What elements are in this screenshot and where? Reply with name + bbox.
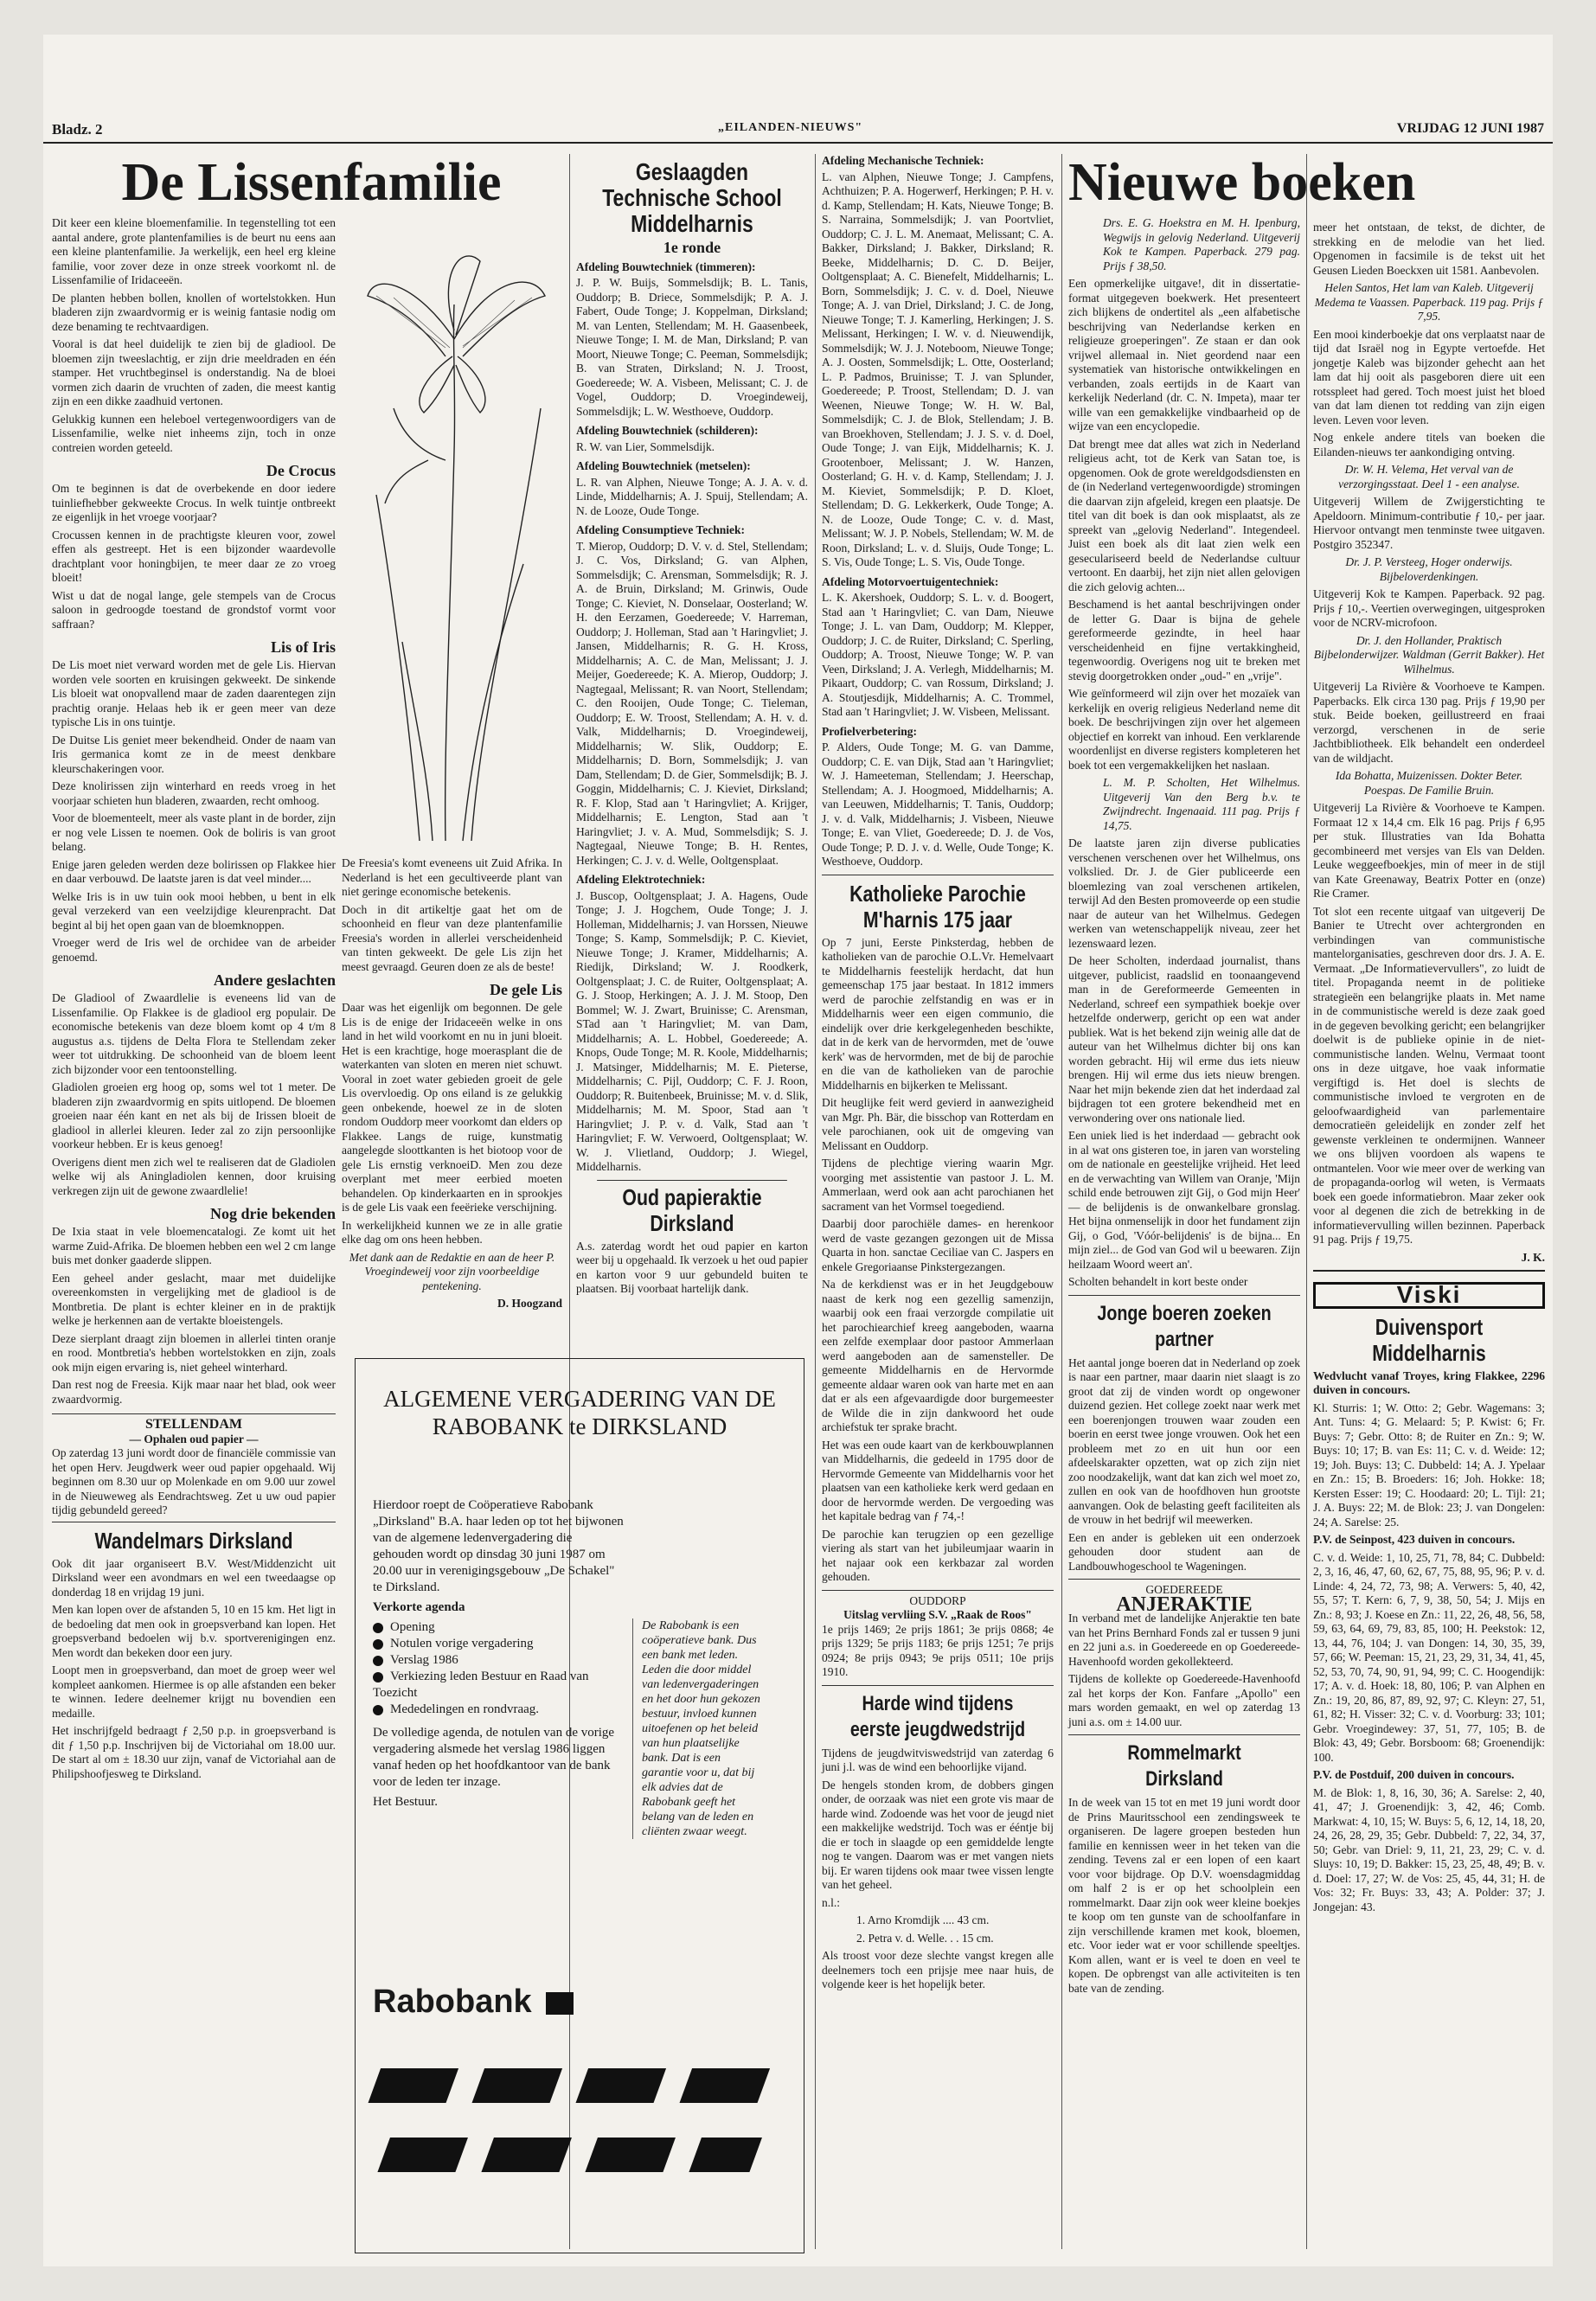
paragraph: P. Alders, Oude Tonge; M. G. van Damme, Ouddorp; C. E. van Dijk, Stad aan 't Haringvliet; W. J. Hameeteman, Stellendam; J. Heerschap, Stellendam; A. J. Hoogmoed, Middelharnis; A. van Leeuwen, Middelharnis; T. Tanis, Ouddorp; J. v. d. Valk, Middelharnis; J. Visbeen, Nieuwe Tonge; E. van Vliet, Goedereede; D. J. de Vos, Oude Tonge; P. D. J. v. d. Welle, Oude Tonge; K. Westhoeve, Ouddorp. [822,740,1054,868]
wind-article [822,1685,1054,1992]
paragraph: Loopt men in groepsverband, dan moet de groep weer wel kompleet aankomen. Hiermee is op alle afstanden een beker te winnen. Iedere deelnemer krijgt nu bovendien een medaille. [52,1663,336,1720]
rabobank-chairs-graphic [373,2042,788,2224]
subheading: Afdeling Bouwtechniek (metselen): [576,459,751,472]
paragraph: In verband met de landelijke Anjeraktie ten bate van het Prins Bernhard Fonds zal er tussen 9 juni en 22 juni a.s. in Goedereede en op Goedereede-Havenhoofd worden gekollekteerd. [1068,1612,1300,1668]
book-citation: L. M. P. Scholten, Het Wilhelmus. Uitgeverij Van den Berg b.v. te Zwijndrecht. Ingenaaid. 111 pag. Prijs ƒ 14,75. [1103,776,1300,832]
subheading: De Crocus [266,462,336,479]
subheading: P.V. de Postduif, 200 duiven in concours. [1313,1768,1515,1781]
paragraph: Een uniek lied is het inderdaad — gebracht ook in al wat ons gisteren toe, in jaren van worsteling om de nationale en geestelijke vrijheid. Het leed en de verwachting van Willem van Oranje, 'Mijn schild ende betrouwen zijt Gij, o God mijn Heer' — de belijdenis is de onwankelbare gronslag. Het bijna onmenselijk in door het fundament zijn Gij, o God, 'Vóór-belijdenis' is de bijna... En mijn ziel... de God van God wil u beewaren. Zijn heilzaam Woord weert an'. [1068,1129,1300,1271]
paragraph: L. van Alphen, Nieuwe Tonge; J. Campfens, Achthuizen; P. A. Hogerwerf, Herkingen; P. H. v. d. Kamp, Stellendam; H. Kats, Nieuwe Tonge; B. S. Narraina, Sommelsdijk; J. van Poortvliet, Ouddorp; C. J. L. M. Anemaat, Melissant; C. A. Bakker, Dirksland; J. Bakker, Dirksland; R. Beeke, Middelharnis; D. C. D. Beijer, Ooltgensplaat; A. C. Bienefelt, Middelharnis; L. Born, Sommelsdijk; J. C. v. d. Doel, Nieuwe Tonge; A. J. van Driel, Dirksland; J. C. de Jong, Nieuwe Tonge; T. J. Kamerling, Herkingen; J. S. Melissant, Herkingen; I. W. v. d. Nieuwendijk, Sommelsdijk; W. J. J. Noteboom, Nieuwe Tonge; A. J. Oosten, Sommelsdijk; L. Otte, Oosterland; L. P. Padmos, Bruinisse; T. J. van Splunder, Goedereede; P. Troost, Stellendam; D. J. van Weenen, Nieuwe Tonge; W. H. W. Bal, Sommelsdijk; C. J. de Blok, Stellendam; J. B. van Broekhoven, Stellendam; J. J. S. v. d. Doel, Oude Tonge; J. van Eijk, Middelharnis; K. J. Grootenboer, Melissant; J. W. Hanzen, Oosterland; G. H. v. d. Kamp, Stellendam; J. J. M. Kieviet, Sommelsdijk; P. D. Kloet, Stellendam; D. G. Lekkerkerk, Oude Tonge; A. N. de Looze, Oude Tonge; C. v. d. Mast, Melissant; W. J. P. Nobels, Stellendam; W. M. de Roon, Dirksland; L. v. d. Sluijs, Oude Tonge; L. S. Vis, Oude Tonge; L. S. Vis, Oude Tonge. [822,170,1054,568]
paragraph: Na de kerkdienst was er in het Jeugdgebouw naast de kerk nog een gezellig samenzijn, waarbij ook een fraai verzorgde compilatie uit het parochiearchief kreeg aangeboden, waarna een zelfde exemplaar door pastoor Ammerlaan werd aangeboden aan de samensteller. De gemeente Middelharnis en de Hervormde gemeente aldaar waren ook van harte met en aan dat er als een afgevaardigde door burgemeester de Wilde die in zijn dankwoord het oude archiefstuk ter sprake bracht. [822,1278,1054,1433]
paragraph: Gladiolen groeien erg hoog op, soms wel tot 1 meter. De bladeren zijn zwaardvormig en spits uitlopend. De bloemen groeien naar één kant en net als bij de Irissen bloeit de gladiool in allerlei kleuren. Ieder zal zo zijn persoonlijke voorkeur hebben. Er is keus genoeg! [52,1080,336,1150]
article-title: Oud papieraktie Dirksland [597,1180,787,1236]
subheading: Wedvlucht vanaf Troyes, kring Flakkee, 2296 duiven in concours. [1313,1368,1545,1396]
article-title: Geslaagden Technische School Middelharnis [602,158,782,237]
notice-place: STELLENDAM [144,1417,243,1432]
bullet-icon [373,1623,383,1633]
paragraph: A.s. zaterdag wordt het oud papier en karton weer bij u opgehaald. Ik verzoek u het oud papier en karton voor 9 uur gebundeld buiten te plaatsen. Bij voorbaat hartelijk dank. [576,1239,808,1295]
subheading: Profielverbetering: [822,724,917,738]
agenda-item: Verkiezing leden Bestuur en Raad van Toezicht [373,1670,589,1700]
notice-place: OUDDORP [909,1593,966,1607]
agenda-item: Notulen vorige vergadering [373,1636,624,1652]
paragraph: Overigens dient men zich wel te realiseren dat de Gladiolen welke wij als Aningladiolen kennen, door kruising verkregen zijn uit de gewone zwaardlelie! [52,1155,336,1197]
paragraph: Het aantal jonge boeren dat in Nederland op zoek is naar een partner, maar daarin niet slaagt is zo groot dat zij de vinden wordt op ongewoner duizend gezien. Het college zoekt naar werk met een boerenjongen trouwen waar zouden een boerin en eerst twee jonge vrouwen. Ook het een probleem met zo en uit hun oor een afdeelskarakter opzetten, wat op zich zijn niet zoo noodzakelijk, want dat kan zich wel moet zo, zullen en ook van de hoofdhoven hun grootste aanvangen. Ook de belasting geeft faciliteiten als de vrouw in het bedrijf wil meewerken. [1068,1356,1300,1526]
anjeraktie-article [1068,1579,1300,1729]
paragraph: L. K. Akershoek, Ouddorp; S. L. v. d. Boogert, Stad aan 't Haringvliet; C. van Dam, Nieuwe Tonge; J. L. van Dam, Ouddorp; M. Klepper, Ouddorp; J. C. de Ruiter, Dirksland; C. Sperling, Ouddorp; A. Troost, Nieuwe Tonge; W. P. van Veen, Dirksland; J. A. Verlegh, Middelharnis; M. Pikaart, Ouddorp; C. van Rossum, Dirksland; J. A. Stoutjesdijk, Middelharnis; A. C. Trommel, Stad aan 't Haringvliet; J. W. Visbeen, Melissant. [822,591,1054,718]
paragraph: Tot slot een recente uitgaaf van uitgeverij De Banier te Utrecht over achtergronden en verbindingen van communistische mantelorganisaties, geschreven door drs. J. A. E. Vermaat. „De Informatievervullers", zo luidt de titel. Propaganda neemt in de politieke strategieën een belangrijke plaats in. Met name in de communistische wereld is deze zaak goed in de gegeven bevolking gericht; een belangrijker doelwit is de publieke opinie in de niet-communistische landen. Welnu, Vermaat toont ons in deze uitgave, hoe vaak informatie vergiftigd is. Het doel is slechts de communistische invloed te vergroten en de geloofwaardigheid van parlementaire democratieën geleidelijk en zonder zelf het gewenste verkleinen te ondermijnen. Wanneer we ons blijven voordoen als wapens te ontmantelen. Voor wie meer over de werking van de propaganda-oorlog wil weten, is Vermaats boek een goede informatiebron. Maar zeker ook voor al degenen die zich de betrekking in de informatievervulling willen bezinnen. Paperback 91 pag. Prijs ƒ 19,75. [1313,904,1545,1246]
subheading: Afdeling Mechanische Techniek: [822,154,984,167]
paragraph: Uitgeverij La Rivière & Voorhoeve te Kampen. Paperbacks. Elk circa 130 pag. Prijs ƒ 19,90 per stuk. Beide boeken, geillustreerd en fraai verzorgd, verschenen in de serie Jachtbibliotheek. Elk behandelt een onderdeel van de wildjacht. [1313,680,1545,765]
paragraph: Wist u dat de nogal lange, gele stempels van de Crocus saloon in gedroogde toestand de grondstof vormt voor saffraan? [52,588,336,631]
rabobank-logo: Rabobank [373,1984,598,2021]
article-title: Katholieke Parochie M'harnis 175 jaar [849,880,1026,933]
subheading: Afdeling Bouwtechniek (timmeren): [576,260,756,273]
rommelmarkt-article [1068,1734,1300,1996]
paragraph: Dit heuglijke feit werd gevierd in aanwezigheid van Mgr. Ph. Bär, die bisschop van Rotterdam en vele parochianen, ook uit de omgeving van Melissant en Ouddorp. [822,1096,1054,1152]
paragraph: Ook dit jaar organiseert B.V. West/Middenzicht uit Dirksland weer een avondmars en wel een tweedaagse op donderdag 18 en vrijdag 19 juni. [52,1556,336,1599]
article-title: De Lissenfamilie [121,153,502,212]
paragraph: De Duitse Lis geniet meer bekendheid. Onder de naam van Iris germanica komt ze in de meest denkbare kleurschakeringen voor. [52,733,336,775]
column-rule [1306,154,1307,2249]
author: D. Hoogzand [497,1297,562,1310]
subheading: Lis of Iris [270,638,336,656]
paragraph: R. W. van Lier, Sommelsdijk. [576,439,715,453]
duivensport-article [1313,1270,1545,1914]
subheading: Afdeling Consumptieve Techniek: [576,523,746,536]
issue-date: VRIJDAG 12 JUNI 1987 [1396,121,1544,136]
paragraph: C. v. d. Weide: 1, 10, 25, 71, 78, 84; C. Dubbeld: 2, 3, 16, 46, 47, 60, 62, 67, 75, 88, 95, 96; P. v. d. Linde: 4, 24, 72, 73, 98; A. Verwers: 5, 40, 42, 55, 57; T. Kern: 6, 7, 9, 38, 50, 54; J. Mijs en Zn.: 8, 93; J. Koese en Zn.: 11, 22, 26, 48, 56, 58, 59, 63, 64, 69, 79, 83, 85, 100; H. Peekstok: 12, 13, 44, 76, 104; J. van Dongen: 14, 30, 35, 39, 57, 66; W. Peeman: 15, 21, 23, 29, 31, 34, 41, 45, 52, 53, 70, 74, 90, 91, 94, 99; C. C. Hoogendijk: 17; A. v. d. Hoek: 18, 80, 106; P. van Alphen en Zn.: 19, 20, 86, 87, 89, 92, 97; C. Kleyn: 27, 51, 61, 82; H. Visser: 32; C. v. d. Voorburg: 33; 101; Gebr. Vroegindewey: 37, 51, 77, 105; B. de Blok: 43, 49; Gebr. Borsboom: 68; Groenendijk: 100. [1313,1550,1545,1764]
agenda-item: Opening [373,1619,624,1636]
agenda-item: Verslag 1986 [373,1652,624,1669]
paragraph: Dit keer een kleine bloemenfamilie. In tegenstelling tot een aantal andere, grote plantenfamilies is de beurt nu eens aan een kleine plantenfamilie. Ja werkelijk, een heel erg kleine familie, voor zover deze in onze streek voorkomt nl. de Lissenfamilie of Iridaceeën. [52,216,336,286]
paragraph: meer het ontstaan, de tekst, de dichter, de strekking en de melodie van het lied. Opgenomen in facsimile is de tekst uit het Geusen Lieden Boeckxen uit 1581. Aanbevolen. [1313,221,1545,277]
book-citation: Helen Santos, Het lam van Kaleb. Uitgeverij Medema te Vaassen. Paperback. 119 pag. Prijs ƒ 7,95. [1314,281,1544,323]
ouddorp-notice [822,1590,1054,1680]
paragraph: Tijdens de kollekte op Goedereede-Havenhoofd zal het korps der Kon. Fanfare „Apollo" een mars worden gemaakt, en wel op zaterdag 13 juni a.s. om ± 14.00 uur. [1068,1672,1300,1728]
subheading: Afdeling Elektrotechniek: [576,873,706,886]
book-citation: Ida Bohatta, Muizenissen. Dokter Beter. Poespas. De Familie Bruin. [1335,769,1523,797]
article-title: Wandelmars Dirksland [94,1527,293,1554]
ad-side-text: De Rabobank is een coöperatieve bank. Dus een bank met leden. Leden die door middel van ledenvergaderingen en het door hun gekozen bestuur, invloed kunnen uitoefenen op het beleid van hun plaatselijke bank. Dat is een garantie voor u, dat bij elk advies dat de Rabobank geeft het belang van de leden en cliënten zwaar weegt. [632,1618,763,1839]
paragraph: Uitgeverij Willem de Zwijgerstichting te Apeldoorn. Minimum-contributie ƒ 10,- per jaar. Hiervoor ontvangt men tenminste twee uitgaven. Postgiro 352347. [1313,495,1545,551]
paragraph: Hierdoor roept de Coöperatieve Rabobank „Dirksland" B.A. haar leden op tot het bijwonen van de algemene ledenvergadering die gehouden wordt op dinsdag 30 juni 1987 om 20.00 uur in verenigingsgebouw „De Schakel" te Dirksland. [373,1498,624,1594]
chairs-icon [373,2042,788,2224]
subheading: Andere geslachten [213,971,336,989]
column-rule [1061,154,1062,2249]
paragraph: Crocussen kennen in de prachtigste kleuren voor, zowel effen als gestreept. Het is een bijzonder waardevolle drachtplant voor honingbijen, te meer daar ze zo vroeg bloeit! [52,528,336,584]
result-row: 1. Arno Kromdijk .... 43 cm. [856,1913,990,1926]
paragraph: Kl. Sturris: 1; W. Otto: 2; Gebr. Wagemans: 3; Ant. Tuns: 4; G. Melaard: 5; P. Kwist: 6; Fr. Buys: 7; Gebr. Otto: 8; de Ruiter en Zn.: 9; W. Buys: 10; 17; B. van Es: 11; C. v. d. Weide: 12; 19; Joh. Buys: 13; C. Dubbeld: 14; A. J. Ypelaar en Zn.: 15; B. Broeders: 16; Joh. Hokke: 18; Kersten Esser: 19; C. Hoodaard: 20; L. Tijl: 21; J. A. Buys: 22; M. de Blok: 23; J. van Dongelen: 24; A. Sarelse: 25. [1313,1400,1545,1529]
paragraph: De hengels stonden krom, de dobbers gingen onder, de oorzaak was niet een grote vis maar de harde wind. Zodoende was het voor de jeugd niet een makkelijke wedstrijd. Toch was er ééntje bij die er toch in slaagde op een gemiddelde lengte nog te vangen. Daarom was er met vangen niets bij. Er waren tijdens ook maar twee vissen lengte van het geheel. [822,1778,1054,1891]
book-citation: Drs. E. G. Hoekstra en M. H. Ipenburg, Wegwijs in gelovig Nederland. Uitgeverij Kok te Kampen. Paperback. 279 pag. Prijs ƒ 38,50. [1103,216,1300,272]
paragraph: Een en ander is gebleken uit een onderzoek gehouden door student aan de Landbouwhogeschool te Wageningen. [1068,1530,1300,1573]
article-title: Duivensport Middelharnis [1372,1313,1486,1366]
paragraph: 1e prijs 1469; 2e prijs 1861; 3e prijs 0868; 4e prijs 1329; 5e prijs 1183; 6e prijs 1251; 7e prijs 0924; 8e prijs 0943; 9e prijs 0511; 10e prijs 1910. [822,1622,1054,1678]
ad-title: ALGEMENE VERGADERING VAN DE RABOBANK te DIRKSLAND [383,1386,776,1439]
author: J. K. [1521,1250,1545,1264]
result-row: 2. Petra v. d. Welle. . . 15 cm. [856,1931,994,1945]
paragraph: Het was een oude kaart van de kerkbouwplannen van Middelharnis, die gedeeld in 1795 door de Hervormde Gemeente van Middelharnis voor het plaatsen van een katholieke kerk werd gedaan en door de hervormde werden. De vergoeding was het kapitale bedrag van ƒ 74,-! [822,1438,1054,1522]
paragraph: Dan rest nog de Freesia. Kijk maar naar het blad, ook weer zwaardvormig. [52,1378,336,1406]
paragraph: Uitgeverij La Rivière & Voorhoeve te Kampen. Formaat 12 x 14,4 cm. Elk 16 pag. Prijs ƒ 6,95 per stuk. Illustraties van Ida Bohatta gecombineerd met versjes van Els van Delden. Leuke weggeefboekjes, min of meer in de stijl van Kate Greenaway, Beatrix Potter en (onze) Rie Cramer. [1313,801,1545,900]
paragraph: De planten hebben bollen, knollen of wortelstokken. Hun bladeren zijn zwaardvormig er is weinig fantasie nodig om deze benaming te rechtvaardigen. [52,291,336,333]
paragraph: Deze sierplant draagt zijn bloemen in allerlei tinten oranje en rood. Montbretia's hebben wortelstokken en zijn, zoals ook mijn eigen ervaring is, niet geheel winterhard. [52,1331,336,1374]
book-citation: Dr. W. H. Velema, Het verval van de verzorgingsstaat. Deel 1 - een analyse. [1338,463,1520,490]
paragraph: Welke Iris is in uw tuin ook mooi hebben, u bent in elk geval verzekerd van een veelzijdige kleurenpracht. Dat begint al bij het open gaan van de bloemknoppen. [52,889,336,932]
paragraph: Om te beginnen is dat de overbekende en door iedere tuinliefhebber gekweekte Crocus. In welk tuintje ontbreekt ze eigenlijk in het vroege voorjaar? [52,482,336,523]
paragraph: De Lis moet niet verward worden met de gele Lis. Hiervan worden vele soorten en kruisingen gekweekt. De sinkende Lis bloeit wat onopvallend maar de zaden daarentegen zijn prachtig oranje. Helaas heb ik er geen meer van deze typische Lis in ons tuintje. [52,658,336,728]
subheading: Afdeling Bouwtechniek (schilderen): [576,424,759,437]
agenda-title: Verkorte agenda [373,1600,465,1614]
paragraph: Een opmerkelijke uitgave!, dit in dissertatie-format uitgegeven boekwerk. Het presenteert zich blijkens de ondertitel als „een alfabetische beschrijving van Nederlandse kerken en religieuze groeperingen". Ze staan er dan ook vrijwel allemaal in. Niet geordend naar een systematiek van historische ontwikkelingen en verbanden, zoals eertijds in de Kaart van kerkelijk Nederland (dr. C. N. Impeta), maar ter wille van een gemakkelijke vindbaarheid op de wijze van een encyclopedie. [1068,277,1300,433]
paragraph: De heer Scholten, inderdaad journalist, thans uitgever, publicist, raadslid en toonaangevend man in de Gereformeerde Gemeenten in Nederland, schreef een sympathiek boekje over hetzelfde onderwerp, gericht op een wat ander publiek. Wat is het bekend zijn weinig alle dat de auteur van het Wilhelmus dichter bij ons kan worden gebracht. Hij wil erme dus iets nieuw brengen. Hij wil erme dus iets nieuw brengen. Naar het mijn bekende zien dat het inderdaad zal bijdragen tot een grotere bekendheid met en verwondering over ons nationale lied. [1068,954,1300,1125]
paragraph: De Gladiool of Zwaardlelie is eveneens lid van de Lissenfamilie. Op Flakkee is de gladiool erg populair. De economische betekenis van deze bloem komt op 4 t/m 8 augustus a.s. tijdens de Delta Flora te Stellendam zeker weer tot uitdrukking. De schoonheid van de bloem leent zich bijzonder voor een tentoonstelling. [52,991,336,1076]
notice-place: GOEDEREEDE [1145,1583,1223,1596]
iris-drawing [342,235,562,849]
wandelmars-article [52,1522,336,1782]
paragraph: Nog enkele andere titels van boeken die Eilanden-nieuws ter aankondiging ontving. [1313,431,1545,458]
viski-logo: Viski [1313,1282,1545,1309]
results-label: n.l.: [822,1895,841,1909]
paragraph: Op 7 juni, Eerste Pinksterdag, hebben de katholieken van de parochie O.L.Vr. Hemelvaart te Middelharnis feestelijk herdacht, dat hun gemeenschap 175 jaar bestaat. In 1812 immers werd de parochie zelfstandig en was er in Middelharnis weer een eigen communio, die eindelijk over drie kerkgelegenheden beschikte, dat in de kerk van de hervormden, met de 'ouwe kerk' was de hervormden, met de bij de parochie en die van de katholieken van de parochie Middelharnis en bijkerken te Melissant. [822,935,1054,1092]
paragraph: Beschamend is het aantal beschrijvingen onder de letter G. Daar is bijna de gehele gereformeerde gezindte, in heel haar verscheidenheid en fijne vertakkingheid, tegenwoordig. Overigens nog uit te breken met stevig doorgetrokken onder „oud-" en „vrije". [1068,598,1300,683]
paragraph: Uitgeverij Kok te Kampen. Paperback. 92 pag. Prijs ƒ 10,-. Veertien overwegingen, uitgesproken voor de NCRV-microfoon. [1313,587,1545,629]
paragraph: Tijdens de jeugdwitviswedstrijd van zaterdag 6 juni j.l. was de wind een behoorlijke vijand. [822,1746,1054,1773]
signature: Het Bestuur. [373,1795,438,1809]
paragraph: Vooral is dat heel duidelijk te zien bij de gladiool. De bloemen zijn tweeslachtig, er zijn drie meeldraden en één stamper. Het vruchtbeginsel is onderstandig. Na de bloei vormen zich daarin de vruchten of zaden, die meest kantig zijn en een dikke zaadhuid vertonen. [52,337,336,407]
paragraph: T. Mierop, Ouddorp; D. V. v. d. Stel, Stellendam; J. C. Vos, Dirksland; G. van Alphen, Sommelsdijk; C. Arensman, Sommelsdijk; R. J. A. de Bruin, Dirksland; M. Grinwis, Oude Tonge; C. Kieviet, N. Donselaar, Oosterland; W. H. den Eerzamen, Goedereede; V. Harreman, Ouddorp; J. Holleman, Stad aan 't Haringvliet; J. Jansen, Middelharnis; R. G. H. Kross, Middelharnis; A. C. de Man, Melissant; J. J. Meijer, Goedereede; K. A. Mierop, Ouddorp; J. Nagtegaal, Melissant; R. van Noort, Stellendam; C. den Rooijen, Oude Tonge; C. Tieleman, Ouddorp; E. W. Troost, Stellendam; A. H. v. d. Valk, Middelharnis; D. Vroegindeweij, Middelharnis; W. Slik, Ouddorp; E. Middelharnis; D. Born, Sommelsdijk; J. van Dam, Stellendam; D. de Gier, Sommelsdijk; B. J. Goggin, Middelharnis; C. J. Kieviet, Dirksland; R. F. Klop, Stad aan 't Haringvliet; A. Krijger, Middelharnis; E. Lengton, Stad aan 't Haringvliet; J. v. A. Mud, Sommelsdijk; S. J. Nagtegaal, Nieuwe Tonge; B. H. Rentes, Herkingen; C. J. v. d. Welle, Ooltgensplaat. [576,539,808,867]
paragraph: J. Buscop, Ooltgensplaat; J. A. Hagens, Oude Tonge; J. J. Hogchem, Oude Tonge; J. J. Holleman, Middelharnis; J. van Horssen, Nieuwe Tonge; S. Kamp, Sommelsdijk; P. C. Kieviet, Nieuwe Tonge; J. Kramer, Middelharnis; A. Riedijk, Dirksland; W. J. Roodkerk, Ooltgensplaat; J. C. de Ruiter, Ooltgensplaat; A. G. J. Stoop, Herkingen; A. J. J. M. Stoop, Den Bommel; W. J. Zwart, Bruinisse; C. Arensman, STad aan 't Haringvliet; M. van Dam, Middelharnis; A. L. Hobbel, Goedereede; A. Knops, Oude Tonge; M. R. Koole, Middelharnis; J. Matsinger, Middelharnis; M. E. Pieterse, Middelharnis; C. Pijl, Ouddorp; C. F. J. Roon, Ouddorp; R. Buitenbeek, Bruinisse; M. v. d. Slik, Middelharnis; M. M. Spoor, Stad aan 't Haringvliet; J. P. v. d. Valk, Stad aan 't Haringvliet; F. W. Verwoerd, Ooltgensplaat; W. W. J. Vlietland, Ouddorp; J. Wiegel, Middelharnis. [576,888,808,1173]
paragraph: Als troost voor deze slechte vangst kregen alle deelnemers toch een prijsje mee naar huis, de volgende keer is het hopelijk beter. [822,1949,1054,1990]
header-rule [43,142,1553,144]
paragraph: Enige jaren geleden werden deze bolirissen op Flakkee hier en daar verbouwd. De laatste jaren is dat veel minder.... [52,857,336,885]
ad-body [373,1497,624,1814]
column-rule [815,154,816,2249]
notice-title: — Ophalen oud papier — [129,1432,259,1445]
iris-illustration [342,235,562,849]
stellendam-notice [52,1413,336,1518]
paragraph: Scholten behandelt in kort beste onder [1068,1275,1248,1288]
rabobank-logo-icon [546,1992,574,2015]
paragraph: Voor de bloementeelt, meer als vaste plant in de border, zijn er nog vele Lissen te noemen. Ook de boliris is van groot belang. [52,811,336,853]
newspaper-page [43,35,1553,2266]
paragraph: De parochie kan terugzien op een gezellige viering als start van het jubileumjaar waarin in het najaar ook een kerkbazar zal worden gehouden. [822,1527,1054,1583]
paragraph: Op zaterdag 13 juni wordt door de financiële commissie van het open Herv. Jeugdwerk weer oud papier opgehaald. Wij beginnen om 8.30 uur op Molenkade en om 9.00 uur zowel in de Nieuweweg als Eendrachtsweg. Zet u uw oud papier tijdig gebundeld gereed? [52,1446,336,1516]
article-title: Nieuwe boeken [1068,153,1416,212]
paragraph: Deze knolirissen zijn winterhard en reeds vroeg in het voorjaar schieten hun bladeren, zwaarden, recht omhoog. [52,779,336,807]
column-2 [576,154,808,1348]
paragraph: Wie geïnformeerd wil zijn over het mozaïek van kerkelijk en overig religieus Nederland neme dit boek. De beschrijvingen zijn over het algemeen objectief en korrekt van inhoud. Een verklarende woordenlijst en diverse registers kompleteren het boek tot een vergemakkelijken het naslaan. [1068,687,1300,772]
column-3 [822,154,1054,2258]
paragraph: Tijdens de plechtige viering waarin Mgr. voorging met assistentie van pastoor J. L. M. Ammerlaan, werd ook aan acht parochianen het sacrament van het Vormsel toegediend. [822,1157,1054,1213]
jonge-boeren-article [1068,1295,1300,1574]
subtitle: 1e ronde [663,239,721,256]
paragraph: Daarbij door parochiële dames- en herenkoor werd de vaste gezangen gezongen uit de Missa Quarta in hon. sanctae Ceciliae van C. Jaspers en enkele Gregoriaanse Pinkstergezangen. [822,1217,1054,1273]
agenda-item: Mededelingen en rondvraag. [373,1702,624,1718]
paragraph: Daar was het eigenlijk om begonnen. De gele Lis is de enige der Iridaceeën welke in ons land in het wild voorkomt en nu in juni bloeit. Het is een krachtige, hoge moerasplant die de waterkanten van sloten en meren niet schuwt. Vooral in zoet water gebieden groeit de gele Lis overvloedig. Op ons eiland is ze gelukkig geen onbekende, hoewel ze in de sloten rondom Ouddorp meer voorkomt dan elders op Flakkee. Langs de ruige, kunstmatig aangelegde sloottkanten is het biotoop voor de gele Lis ernstig verknoeiD. Men zou deze overplant met meer eerbied moeten behandelen. Op kinderkaarten en in sprookjes is de gele Lis vaak een feeërieke verschijning. [342,1001,562,1214]
subheading: Afdeling Motorvoertuigentechniek: [822,574,999,588]
paragraph: De Ixia staat in vele bloemencatalogi. Ze komt uit het warme Zuid-Afrika. De bloemen hebben een wel 2 cm lange buis met donker gaaderde slippen. [52,1225,336,1266]
column-5 [1313,221,1545,2258]
rabobank-ad [355,1358,804,2253]
subheading: De gele Lis [490,981,562,998]
paper-name: „EILANDEN-NIEUWS" [718,121,863,134]
article-title: Rommelmarkt Dirksland [1127,1741,1241,1791]
paragraph: De volledige agenda, de notulen van de vorige vergadering alsmede het verslag 1986 liggen vanaf heden op het hoofdkantoor van de bank voor de leden ter inzage. [373,1726,615,1789]
subheading: Nog drie bekenden [209,1205,336,1222]
paragraph: Men kan lopen over de afstanden 5, 10 en 15 km. Het ligt in de bedoeling dat men ook in groepsverband kan lopen. Het groepsverband bedoelen wij b.v. sportverenigingen enz. Men wordt dan bekeken door een jury. [52,1603,336,1659]
subheading: P.V. de Seinpost, 423 duiven in concours. [1313,1533,1516,1546]
acknowledgement: Met dank aan de Redaktie en aan de heer P. Vroegindeweij voor zijn voorbeeldige pentekening. [349,1250,555,1292]
paragraph: In werkelijkheid kunnen we ze in alle gratie elke dag om ons heen hebben. [342,1218,562,1246]
article-title: ANJERAKTIE [1116,1593,1253,1616]
article-title: Harde wind tijdens eerste jeugdwedstrijd [849,1691,1026,1741]
paragraph: M. de Blok: 1, 8, 16, 30, 36; A. Sarelse: 2, 40, 41, 47; J. Groenendijk: 3, 42, 46; Comb. Markwat: 4, 10, 15; W. Buys: 5, 6, 12, 14, 18, 20, 24, 26, 28, 29, 35; Gebr. Dubbeld: 7, 22, 34, 37, 50; Gebr. van Driel: 9, 11, 21, 23, 29; C. v. d. Sluys: 10, 19; D. Bakker: 15, 23, 25, 48, 49; B. v. d. Doel: 17, 27; W. de Vos: 25, 45, 44, 31; H. de Vos: 32; Fr. Buys: 33, 43; A. Polder: 37; J. Jongejan: 43. [1313,1785,1545,1913]
bullet-icon [373,1656,383,1666]
notice-title: Uitslag vervliing S.V. „Raak de Roos" [843,1608,1032,1621]
bullet-icon [373,1705,383,1715]
paragraph: De laatste jaren zijn diverse publicaties verschenen verschenen over het Wilhelmus, ons volkslied. Dr. J. de Gier publiceerde een bloemlezing van zoal verschenen artikelen, terwijl Ad den Besten promoveerde op een studie naar de auteur van het Wilhelmus. Gedegen werken van wetenschappelijk niveau, zeer het lezenswaard lezen. [1068,836,1300,950]
article-title: Jonge boeren zoeken partner [1097,1301,1272,1351]
paragraph: J. P. W. Buijs, Sommelsdijk; B. L. Tanis, Ouddorp; B. Driece, Sommelsdijk; P. A. J. Fabert, Oude Tonge; J. Koppelman, Dirksland; M. van Lenten, Stellendam; M. H. Gaasenbeek, Nieuwe Tonge; I. M. de Man, Dirksland; P. van Moort, Nieuwe Tonge; C. Peeman, Sommelsdijk; B. van Straten, Dirksland; N. J. Troost, Goedereede; W. A. Visbeen, Melissant; C. J. de Vogel, Ouddorp; D. Vroegindeweij, Sommelsdijk; L. W. Westhoeve, Ouddorp. [576,276,808,418]
bullet-icon [373,1639,383,1650]
paragraph: Dat brengt mee dat alles wat zich in Nederland religieus acht, tot de Kerk van Satan toe, is opgenomen. Ook de grote wereldgodsdiensten en de (in Nederland vertegenwoordigde) stromingen die daarvan zijn afgeleid, kregen een plaatsje. De titel van dit boek is dan ook misplaatst, als ze spreekt van „gelovig Nederland". Integendeel. Juist een boek als dit laat zien welk een geseculariseerd beeld de Nederlandse cultuur vertoont. En daarbij, het zijn niet allen gelovigen die zich gelovig achten... [1068,437,1300,593]
paragraph: Het inschrijfgeld bedraagt ƒ 2,50 p.p. in groepsverband is dit ƒ 1,50 p.p. Inschrijven bij de Victoriahal om 18.00 uur. De start al om ± 18.30 uur zijn, vanaf de Victoriahal aan de Philipshoofjesweg te Dirksland. [52,1724,336,1780]
paragraph: In de week van 15 tot en met 19 juni wordt door de Prins Mauritsschool een zendingsweek te organiseren. De lagere groepen besteden hun familie en kennissen weer in het teken van die zending. Tevens zal er een lopen of een kaart voor voor bijdrage. Op D.V. woensdagmiddag om half 2 is er op het schoolplein een rommelmarkt. Daar zijn ook weer kleine boekjes te koop om ten gunste van de schoolfanfare in zijn verschillende kramen met kook, bloemen, etc. Voor ieder wat er voor schillende speeltjes. Kom allen, want er is veel te doen en veel te kopen. De opbrengst van alle activiteiten is ten bate van de zending. [1068,1796,1300,1995]
paragraph: Vroeger werd de Iris wel de orchidee van de arbeider genoemd. [52,936,336,964]
bullet-icon [373,1672,383,1682]
paragraph: De Freesia's komt eveneens uit Zuid Afrika. In Nederland is het een gecultiveerde plant van niet geringe economische betekenis. [342,856,562,898]
paragraph: Een geheel ander geslacht, maar met duidelijke overeenkomsten in vergelijking met de gladiool is de Montbretia. De plant is echter kleiner en in de praktijk welke je herkennen aan de vertakte bloeistengels. [52,1271,336,1327]
book-citation: Dr. J. P. Versteeg, Hoger onderwijs. Bijbeloverdenkingen. [1345,555,1513,583]
book-citation: Dr. J. den Hollander, Praktisch Bijbelonderwijzer. Waldman (Gerrit Bakker). Het Wilhelmus. [1313,633,1545,676]
paragraph: Een mooi kinderboekje dat ons verplaatst naar de tijd dat Israël nog in Egypte vertoefde. Het jongetje Kaleb was bijzonder gehecht aan het lam dat hij ooit als pasgeboren diere uit een rotsspleet had gered. Toch moest juist het bloed van dat lam dienen tot redding van zijn eigen leven. Leven voor leven. [1313,327,1545,426]
page-number: Bladz. 2 [52,121,103,138]
paragraph: L. R. van Alphen, Nieuwe Tonge; A. J. A. v. d. Linde, Middelharnis; A. J. Spuij, Stellendam; A. N. de Looze, Oude Tonge. [576,475,808,517]
paragraph: Gelukkig kunnen een heleboel vertegenwoordigers van de Lissenfamilie, welke niet inheems zijn, toch in onze contreien worden geteeld. [52,412,336,454]
parochie-article [822,875,1054,1585]
paragraph: Doch in dit artikeltje gaat het om de schoonheid en fleur van deze plantenfamilie Freesia's worden in allerlei verscheidenheid van tinten gekweekt. De gele Lis zijn het meest gevraagd. Geuren doen ze als de beste! [342,902,562,973]
